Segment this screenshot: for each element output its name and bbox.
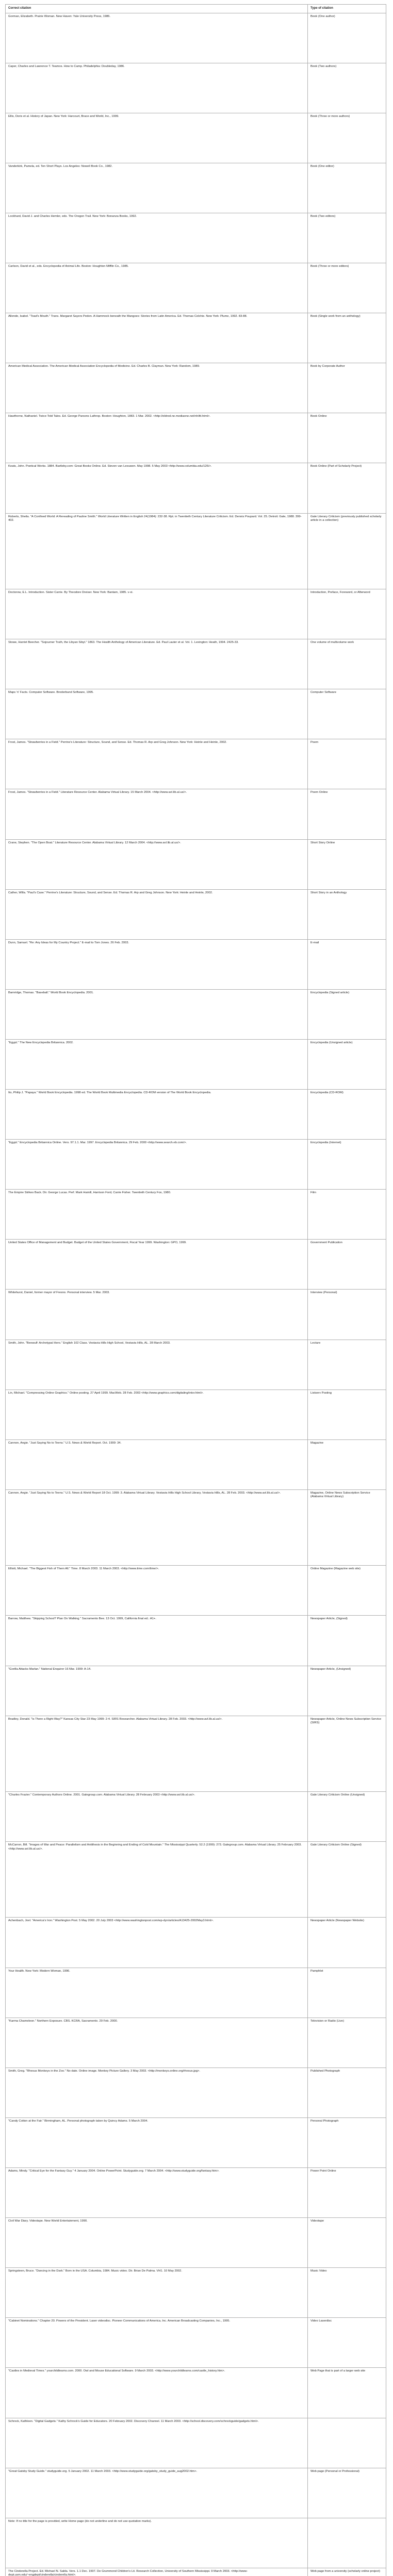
citation-cell: Carlson, David et al., eds. Encyclopedia of Animal Life. Boston: Houghton Mifflin Co., 1985. — [6, 263, 308, 313]
table-row — [6, 2167, 386, 2217]
citation-type-cell: Book (One author) — [308, 13, 386, 63]
citation-type-cell — [308, 2418, 386, 2468]
citation-type-cell: Lecture — [308, 1340, 386, 1389]
table-row — [6, 789, 386, 839]
citation-type-cell: Book Online (Part of Scholarly Project) — [308, 463, 386, 513]
citation-cell: Adams, Mindy. "Critical Eye for the Fantasy Guy." 4 January 2004. Online PowerPoint. Studyguide.org. 7 March 2004. <http://www.studyguide.org/fantasy.htm>. — [6, 2167, 308, 2217]
citation-type-cell: Book (One editor) — [308, 163, 386, 213]
table-row — [6, 2018, 386, 2067]
citation-cell: Roberts, Sheila. "A Confined World: A Rereading of Pauline Smith." World Literature Written in English 24(1984): 232-38. Rpt. in Twentieth Century Literature Criticism. Ed. Dennis Poupard. Vol. 25. Detroit: Gale, 1988. 399-402. — [6, 513, 308, 589]
table-row — [6, 839, 386, 889]
citation-cell: Bradley, Donald. "Is There a Right Way?" Kansas City Star 23 May 1999: 2-4. SIRS Researcher. Alabama Virtual Library. 28 Feb. 2003. <http://www.avl.lib.al.us/>. — [6, 1716, 308, 1791]
table-row — [6, 363, 386, 413]
table-row — [6, 739, 386, 789]
table-row — [6, 589, 386, 639]
citation-type-cell: Video Laserdisc — [308, 2318, 386, 2368]
citation-cell: "Gorilla Attacks Marlan." National Enquirer 16 Mar. 1999: A-14. — [6, 1666, 308, 1716]
citation-type-cell: Videotape — [308, 2218, 386, 2268]
citation-cell: Smith, Greg. "Rhesus Monkeys in the Zoo." No date. Online image. Monkey Picture Gallery. 3 May 2003. <http://monkeys.online.org/rhesus.jpg>. — [6, 2067, 308, 2117]
table-row — [6, 2418, 386, 2468]
table-row — [6, 2368, 386, 2418]
table-row — [6, 1140, 386, 1190]
table-row — [6, 163, 386, 213]
table-row — [6, 1616, 386, 1666]
citation-cell: "Great Gatsby Study Guide." studyguide.org. 5 January 2002. 11 March 2003. <http://www.studyguide.org/gatsby_study_guide_aug2002.htm>. — [6, 2468, 308, 2518]
citation-cell: Doctorow, E.L. Introduction. Sister Carrie. By Theodore Dreiser. New York: Bantam, 1985. v-xi. — [6, 589, 308, 639]
citation-cell: The Cinderella Project. Ed. Michael N. Salda. Vers. 1.1 Dec. 1997. De Grummond Children's Lit. Research Collection, University of Southern Mississippi. 9 March 2003. <http://www-dept.usm.edu/~engdept/cinderella/cinderella.html>. — [6, 2568, 308, 2576]
citation-type-cell: Web page (Personal or Professional) — [308, 2468, 386, 2518]
citation-cell: Keats, John. Poetical Works. 1884. Bartleby.com: Great Books Online. Ed. Steven van Leeuwen. May 1998. 5 May 2003 <http://www.columbia.edu/126/>. — [6, 463, 308, 513]
citation-cell: Maps 'n' Facts. Computer Software. Broderbund Software, 1995. — [6, 689, 308, 739]
citation-type-cell: Book Online — [308, 413, 386, 463]
citation-cell: United States Office of Management and Budget. Budget of the United States Government, Fiscal Year 1999. Washington: GPO, 1999. — [6, 1240, 308, 1290]
column-header-type: Type of citation — [308, 5, 386, 13]
table-row — [6, 2318, 386, 2368]
citation-type-cell: Web page from a university (scholarly online project) — [308, 2568, 386, 2576]
table-row — [6, 63, 386, 113]
table-row — [6, 1389, 386, 1439]
citation-type-cell: Encyclopedia (Unsigned article) — [308, 1039, 386, 1089]
citation-cell: Hawthorne, Nathaniel. Twice-Told Tales. Ed. George Parsons Lathrop. Boston: Houghton, 1883. 1 Mar. 2002. <http://eldred.ne.mediaone.net/nh/ttt.html>. — [6, 413, 308, 463]
citation-type-cell: Personal Photograph — [308, 2117, 386, 2167]
citation-type-cell: Music Video — [308, 2268, 386, 2318]
citation-cell: Note: If no title for the page is provided, write Home page (do not underline and do not use quotation marks). — [6, 2518, 308, 2568]
citation-type-cell: Magazine, Online News Subscription Service (Alabama Virtual Library) — [308, 1489, 386, 1565]
citation-type-cell: Gale Literary Criticism Online (Unsigned) — [308, 1791, 386, 1841]
table-row — [6, 1716, 386, 1791]
citation-type-cell: Book (Single work from an anthology) — [308, 313, 386, 363]
citation-cell: Springsteen, Bruce. "Dancing in the Dark." Born in the USA. Columbia, 1984. Music video. Dir. Brian De Palma. VH1. 10 May 2002. — [6, 2268, 308, 2318]
table-row — [6, 639, 386, 689]
citation-type-cell: Newspaper Article, Online News Subscription Service (SIRS) — [308, 1716, 386, 1791]
citation-cell: Cannon, Angie. "Just Saying No to Teens." U.S. News & World Report 18 Oct. 1999: 3. Alabama Virtual Library. Vestavia Hills High School Library, Vestavia Hills, AL. 28 Feb. 2003. <http://www.avl.lib.al.us/>. — [6, 1489, 308, 1565]
table-row — [6, 689, 386, 739]
citation-type-cell: Book (Three or more authors) — [308, 113, 386, 163]
table-row — [6, 2218, 386, 2268]
table-row — [6, 2268, 386, 2318]
citation-cell: Schrock, Kathleen. "Digital Gadgets." Kathy Schrock's Guide for Educators. 20 February 2002. Discovery Channel. 11 March 2003. <http://school.discovery.com/schrockguide/gadgets.html>. — [6, 2418, 308, 2468]
table-row — [6, 1489, 386, 1565]
citation-cell: "Egypt." The New Encyclopedia Britannica. 2002. — [6, 1039, 308, 1089]
table-row — [6, 513, 386, 589]
citation-type-cell: E-mail — [308, 939, 386, 989]
citation-cell: Allende, Isabel. "Toad's Mouth." Trans. Margaret Sayers Peden. A Hammock beneath the Mangoes: Stories from Latin America. Ed. Thomas Colchie. New York: Plume, 1992. 83-88. — [6, 313, 308, 363]
citation-cell: "Cabinet Nominations." Chapter 20. Powers of the President. Laser videodisc. Pioneer Communications of America, Inc. American Broadcasting Companies, Inc., 1995. — [6, 2318, 308, 2368]
table-row — [6, 1791, 386, 1841]
table-row — [6, 1666, 386, 1716]
table-row — [6, 939, 386, 989]
table-row — [6, 1968, 386, 2018]
citation-type-cell: Computer Software — [308, 689, 386, 739]
citation-type-cell: One volume of multivolume work — [308, 639, 386, 689]
citation-type-cell: Gale Literary Criticism Online (Signed) — [308, 1842, 386, 1918]
citation-type-cell: Encyclopedia (CD-ROM) — [308, 1090, 386, 1140]
citation-cell: Whitehurst, Daniel, former mayor of Fresno. Personal interview. 5 Mar. 2003. — [6, 1290, 308, 1340]
citation-cell: "Charles Frazier." Contemporary Authors Online. 2001. Galegroup.com. Alabama Virtual Library. 28 February 2003 <http://www.avl.lib.al.us/>. — [6, 1791, 308, 1841]
citation-cell: Vanderkirk, Pamela, ed. Ten Short Plays. Los Angeles: Nowell Book Co., 1982. — [6, 163, 308, 213]
citation-cell: Civil War Diary. Videotape. New World Entertainment, 1990. — [6, 2218, 308, 2268]
table-row — [6, 1039, 386, 1089]
table-row — [6, 13, 386, 63]
table-row — [6, 2568, 386, 2576]
table-row — [6, 2117, 386, 2167]
citation-cell: Cannon, Angie. "Just Saying No to Teens." U.S. News & World Report. Oct. 1999: 34. — [6, 1439, 308, 1489]
table-row — [6, 1340, 386, 1389]
citation-cell: Barnridge, Thomas. "Baseball." World Book Encyclopedia. 2001. — [6, 989, 308, 1039]
citation-cell: Caper, Charles and Lawrence T. Teamos. How to Camp. Philadelphia: Doubleday, 1986. — [6, 63, 308, 113]
citation-type-cell: Newspaper Article, (Unsigned) — [308, 1666, 386, 1716]
citation-type-cell: Pamphlet — [308, 1968, 386, 2018]
citation-type-cell: Short Story Online — [308, 839, 386, 889]
citation-type-cell: Short Story in an Anthology — [308, 889, 386, 939]
table-row — [6, 1240, 386, 1290]
citation-cell: Your Health. New York: Modern Woman, 1996. — [6, 1968, 308, 2018]
column-header-citation: Correct citation — [6, 5, 308, 13]
citation-cell: Cather, Willa. "Paul's Case." Perrine's Literature: Structure, Sound, and Sense. Ed. Thomas R. Arp and Greg Johnson. New York: Heinle and Heinle, 2002. — [6, 889, 308, 939]
citation-cell: Crane, Stephen. "The Open Boat." Literature Resource Center. Alabama Virtual Library. 12 March 2004. <http://www.avl.lib.al.us/>. — [6, 839, 308, 889]
citation-cell: "Karma Chameleon." Northern Exposure. CBS. KCRA, Sacramento. 29 Feb. 2000. — [6, 2018, 308, 2067]
citation-type-cell: Newspaper Article, (Signed) — [308, 1616, 386, 1666]
citation-type-cell: Book by Corporate Author — [308, 363, 386, 413]
citation-type-cell: Poem — [308, 739, 386, 789]
citation-cell: Elliott, Michael. "The Biggest Fish of Them All." Time. 8 March 2003. 11 March 2003. <http://www.time.com/time/>. — [6, 1566, 308, 1616]
table-row — [6, 2518, 386, 2568]
citation-type-cell: Web Page that is part of a larger web site — [308, 2368, 386, 2418]
table-row — [6, 1842, 386, 1918]
citation-type-cell: Film — [308, 1190, 386, 1240]
citation-type-cell: Introduction, Preface, Foreword, or Afterword — [308, 589, 386, 639]
citation-cell: Smith, John. "Beowulf: Archetypal Hero." English 102 Class. Vestavia Hills High School, Vestavia Hills, AL. 28 March 2003. — [6, 1340, 308, 1389]
citation-cell: Frost, James. "Strawberries in a Field." Perrine's Literature: Structure, Sound, and Sense. Ed. Thomas R. Arp and Greg Johnson. New York: Heinle and Heinle, 2002. — [6, 739, 308, 789]
citation-cell: American Medical Association. The American Medical Association Encyclopedia of Medicine. Ed. Charles B. Clayman. New York: Random, 1989. — [6, 363, 308, 413]
citation-cell: Ito, Philip J. "Papaya." World Book Encyclopedia. 1998 ed. The World Book Multimedia Encyclopedia. CD-ROM version of The World Book Encyclopedia. — [6, 1090, 308, 1140]
citation-type-cell: Power Point Online — [308, 2167, 386, 2217]
citation-type-cell — [308, 2518, 386, 2568]
table-header-row — [6, 5, 386, 13]
citation-cell: Lin, Michael. "Compressing Online Graphics." Online posting. 27 April 1999. MacWeb. 28 Feb. 2003 <http://www.graphics.com/digitaling/intor.html>. — [6, 1389, 308, 1439]
table-row — [6, 113, 386, 163]
citation-cell: "Candy Cotton at the Fair." Birmingham, AL. Personal photograph taken by Quincy Adams. 5 March 2004. — [6, 2117, 308, 2167]
citation-table — [5, 4, 386, 2576]
table-row — [6, 463, 386, 513]
citation-type-cell: Government Publication — [308, 1240, 386, 1290]
table-row — [6, 263, 386, 313]
table-row — [6, 1090, 386, 1140]
citation-type-cell: Book (Two authors) — [308, 63, 386, 113]
citation-type-cell: Television or Radio (Live) — [308, 2018, 386, 2067]
table-row — [6, 889, 386, 939]
citation-type-cell: Listserv Posting — [308, 1389, 386, 1439]
citation-cell: Ellis, Doris et al. History of Japan. New York: Harcourt, Brace and World, Inc., 1999. — [6, 113, 308, 163]
citation-type-cell: Encyclopedia (Internet) — [308, 1140, 386, 1190]
citation-type-cell: Encyclopedia (Signed article) — [308, 989, 386, 1039]
citation-type-cell: Book (Two editors) — [308, 213, 386, 263]
table-row — [6, 1439, 386, 1489]
citation-cell: Lockhard, David J. and Charles Hemler, eds. The Oregon Trail. New York: Bonanza Books, 1992. — [6, 213, 308, 263]
citation-cell: McCarron, Bill. "Images of War and Peace: Parallelism and Antithesis in the Beginning and Ending of Cold Mountain." The Mississippi Quarterly. 52.2 (1999): 273. Galegroup.com. Alabama Virtual Library. 25 February 2003. <http://www.avl.lib.al.us/>. — [6, 1842, 308, 1918]
citation-type-cell: Newspaper Article (Newspaper Website) — [308, 1918, 386, 1968]
citation-cell: The Empire Strikes Back. Dir. George Lucas. Perf. Mark Hamill, Harrison Ford, Carrie Fisher. Twentieth Century Fox, 1980. — [6, 1190, 308, 1240]
citation-cell: Stowe, Harriet Beecher. "Sojourner Truth, the Libyan Sibyl." 1863. The Health Anthology of American Literature. Ed. Paul Lauter et al. Vol. 1. Lexington: Heath, 1994. 2425-33. — [6, 639, 308, 689]
table-row — [6, 1918, 386, 1968]
table-row — [6, 1190, 386, 1240]
table-row — [6, 313, 386, 363]
table-row — [6, 2067, 386, 2117]
citation-type-cell: Published Photograph — [308, 2067, 386, 2117]
citation-type-cell: Poem Online — [308, 789, 386, 839]
citation-cell: Frost, James. "Strawberries in a Field." Literature Resource Center. Alabama Virtual Library. 15 March 2004. <http://www.avl.lib.al.us/>. — [6, 789, 308, 839]
citation-cell: Barrow, Matthew. "Skipping School? Plan On Walking." Sacramento Bee. 13 Oct. 1999, California final ed.: A1+. — [6, 1616, 308, 1666]
table-row — [6, 1566, 386, 1616]
citation-type-cell: Gale Literary Criticism (previously published scholarly article in a collection) — [308, 513, 386, 589]
citation-type-cell: Online Magazine (Magazine web site) — [308, 1566, 386, 1616]
table-row — [6, 2468, 386, 2518]
table-row — [6, 413, 386, 463]
citation-cell: Gorman, Elizabeth. Prairie Woman. New Haven: Yale University Press, 1986. — [6, 13, 308, 63]
citation-type-cell: Book (Three or more editors) — [308, 263, 386, 313]
table-row — [6, 1290, 386, 1340]
table-row — [6, 213, 386, 263]
citation-type-cell: Magazine — [308, 1439, 386, 1489]
citation-cell: Achenbach, Joel. "America's Iron." Washington Post. 5 May 2002. 20 July 2003 <http://www.washingtonpost.com/wp-dyn/articles/A13425-2002May3.html>. — [6, 1918, 308, 1968]
citation-cell: "Egypt." Encyclopedia Britannica Online. Vers. 97.1.1. Mar. 1997. Encyclopedia Britannica. 29 Feb. 2000 <http://www.search.eb.com/>. — [6, 1140, 308, 1190]
table-row — [6, 989, 386, 1039]
citation-cell: Dunn, Samuel. "Re: Any Ideas for My Country Project." E-mail to Tom Jones. 26 Feb. 2003. — [6, 939, 308, 989]
citation-type-cell: Interview (Personal) — [308, 1290, 386, 1340]
citation-cell: "Castles in Medieval Times." yourchildlearns.com. 2000. Owl and Mouse Educational Software. 9 March 2003. <http://www.yourchildlearns.com/castle_history.htm>. — [6, 2368, 308, 2418]
